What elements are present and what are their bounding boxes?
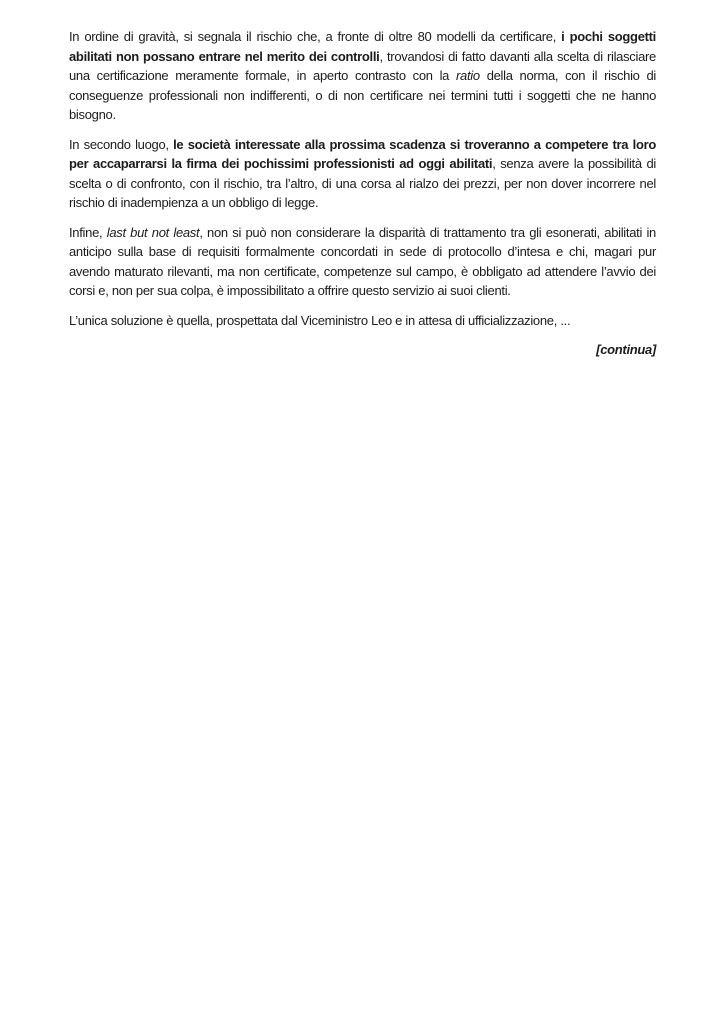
text-run: L’unica soluzione è quella, prospettata dal Viceministro Leo e in attesa di ufficializzazione, ... (69, 312, 571, 328)
italic-text-run: last but not least (106, 224, 200, 240)
bold-text-run: i pochi soggetti abilitati non possano entrare nel merito dei controlli (69, 29, 656, 64)
text-run: Infine, (69, 224, 107, 240)
bold-text-run: le società interessate alla prossima scadenza si troveranno a competere tra loro per accaparrarsi la firma dei pochissimi professionisti ad oggi abilitati (69, 136, 656, 171)
text-run: , non si può non considerare la disparità di trattamento tra gli esonerati, abilitati in anticipo sulla base di requisiti formalmente concordati in sede di protocollo d’intesa e chi, magari pur avendo maturato rilevanti, ma non certificate, competenze sul campo, è obbligato ad attendere l’avvio dei corsi e, non per sua colpa, è impossibilitato a offrire questo servizio ai suoi clienti. (69, 224, 656, 298)
italic-text-run: ratio (456, 68, 480, 83)
paragraph-3 (69, 223, 656, 301)
paragraph-2 (69, 135, 656, 213)
continuation-label (69, 340, 656, 360)
text-run: , trovandosi di fatto davanti alla scelta di rilasciare una certificazione meramente formale, in aperto contrasto con la (69, 48, 656, 83)
continua-text: [continua] (596, 342, 656, 357)
text-run: In secondo luogo, (69, 136, 174, 152)
text-run: , senza avere la possibilità di scelta o di confronto, con il rischio, tra l’altro, di una corsa al rialzo dei prezzi, per non dover incorrere nel rischio di inadempienza a un obbligo di legge. (69, 156, 656, 210)
text-run: della norma, con il rischio di conseguenze professionali non indifferenti, o di non certificare nei termini tutti i soggetti che ne hanno bisogno. (69, 68, 656, 122)
paragraph-1 (69, 27, 656, 125)
paragraph-4 (69, 311, 656, 331)
text-run: In ordine di gravità, si segnala il rischio che, a fronte di oltre 80 modelli da certificare, (69, 29, 562, 44)
